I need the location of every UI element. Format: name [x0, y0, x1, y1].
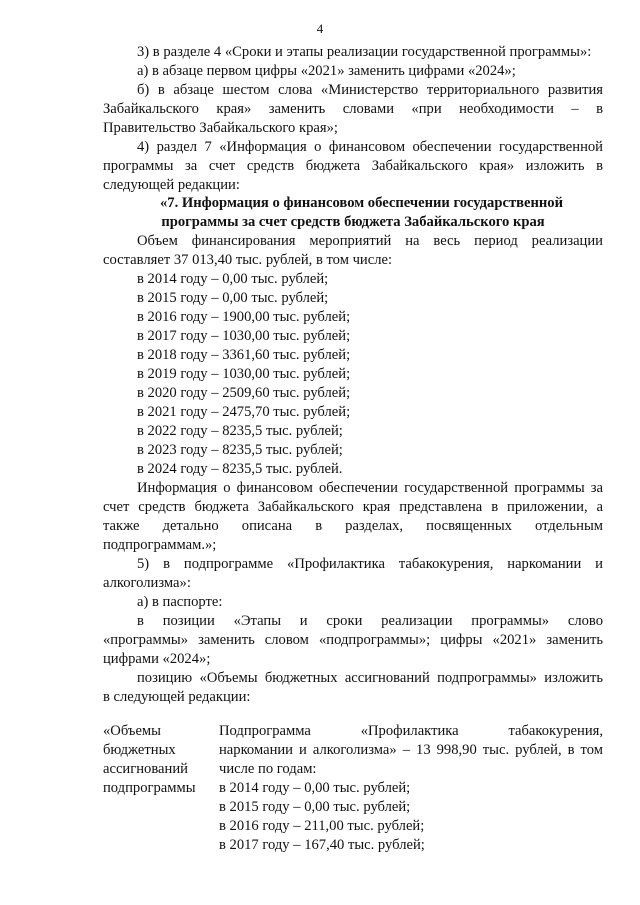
paragraph-line: а) в абзаце первом цифры «2021» заменить цифрами «2024»;	[137, 63, 516, 79]
list-item: в 2015 году – 0,00 тыс. рублей;	[137, 290, 329, 306]
section-heading: программы за счет средств бюджета Забайкальского края	[161, 214, 545, 230]
table-value-line: Подпрограмма «Профилактика табакокурения,	[219, 723, 603, 739]
paragraph-line: в позиции «Этапы и сроки реализации программы» слово	[137, 613, 603, 629]
table-value-line: наркомании и алкоголизма» – 13 998,90 тыс. рублей, в том	[219, 742, 603, 758]
list-item: в 2024 году – 8235,5 тыс. рублей.	[137, 461, 343, 477]
list-item: в 2021 году – 2475,70 тыс. рублей;	[137, 404, 351, 420]
list-item: в 2018 году – 3361,60 тыс. рублей;	[137, 347, 351, 363]
paragraph-line: 3) в разделе 4 «Сроки и этапы реализации государственной программы»:	[137, 44, 592, 60]
paragraph-line: в следующей редакции:	[103, 689, 251, 705]
table-label-line: бюджетных	[103, 742, 176, 758]
table-value-line: в 2016 году – 211,00 тыс. рублей;	[219, 818, 425, 834]
paragraph-line: 4) раздел 7 «Информация о финансовом обеспечении государственной	[137, 139, 603, 155]
table-value-line: в 2017 году – 167,40 тыс. рублей;	[219, 837, 425, 853]
paragraph-line: подпрограммам.»;	[103, 537, 217, 553]
table-label-line: ассигнований	[103, 761, 188, 777]
paragraph-line: позицию «Объемы бюджетных ассигнований подпрограммы» изложить	[137, 670, 603, 686]
list-item: в 2023 году – 8235,5 тыс. рублей;	[137, 442, 343, 458]
paragraph-line: Правительство Забайкальского края»;	[103, 120, 338, 136]
list-item: в 2022 году – 8235,5 тыс. рублей;	[137, 423, 343, 439]
paragraph-line: следующей редакции:	[103, 177, 240, 193]
paragraph-line: также детально описана в разделах, посвященных отдельным	[103, 518, 603, 534]
list-item: в 2014 году – 0,00 тыс. рублей;	[137, 271, 329, 287]
paragraph-line: счет средств бюджета Забайкальского края представлена в приложении, а	[103, 499, 603, 515]
paragraph-line: 5) в подпрограмме «Профилактика табакокурения, наркомании и	[137, 556, 603, 572]
paragraph-line: составляет 37 013,40 тыс. рублей, в том числе:	[103, 252, 393, 268]
paragraph-line: Объем финансирования мероприятий на весь период реализации	[137, 233, 603, 249]
page-number: 4	[316, 21, 324, 36]
table-label-line: «Объемы	[103, 723, 161, 739]
paragraph-line: а) в паспорте:	[137, 594, 223, 610]
paragraph-line: «программы» заменить словом «подпрограммы»; цифры «2021» заменить	[103, 632, 603, 648]
list-item: в 2016 году – 1900,00 тыс. рублей;	[137, 309, 351, 325]
paragraph-line: алкоголизма»:	[103, 575, 191, 591]
list-item: в 2020 году – 2509,60 тыс. рублей;	[137, 385, 351, 401]
paragraph-line: Забайкальского края» заменить словами «при необходимости – в	[103, 101, 603, 117]
section-heading: «7. Информация о финансовом обеспечении государственной	[160, 195, 563, 211]
table-value-line: в 2014 году – 0,00 тыс. рублей;	[219, 780, 411, 796]
table-label-line: подпрограммы	[103, 780, 196, 796]
paragraph-line: программы за счет средств бюджета Забайкальского края» изложить в	[103, 158, 603, 174]
list-item: в 2019 году – 1030,00 тыс. рублей;	[137, 366, 351, 382]
list-item: в 2017 году – 1030,00 тыс. рублей;	[137, 328, 351, 344]
table-value-line: числе по годам:	[219, 761, 317, 777]
paragraph-line: цифрами «2024»;	[103, 651, 211, 667]
paragraph-line: б) в абзаце шестом слова «Министерство территориального развития	[137, 82, 603, 98]
table-value-line: в 2015 году – 0,00 тыс. рублей;	[219, 799, 411, 815]
paragraph-line: Информация о финансовом обеспечении государственной программы за	[137, 480, 603, 496]
